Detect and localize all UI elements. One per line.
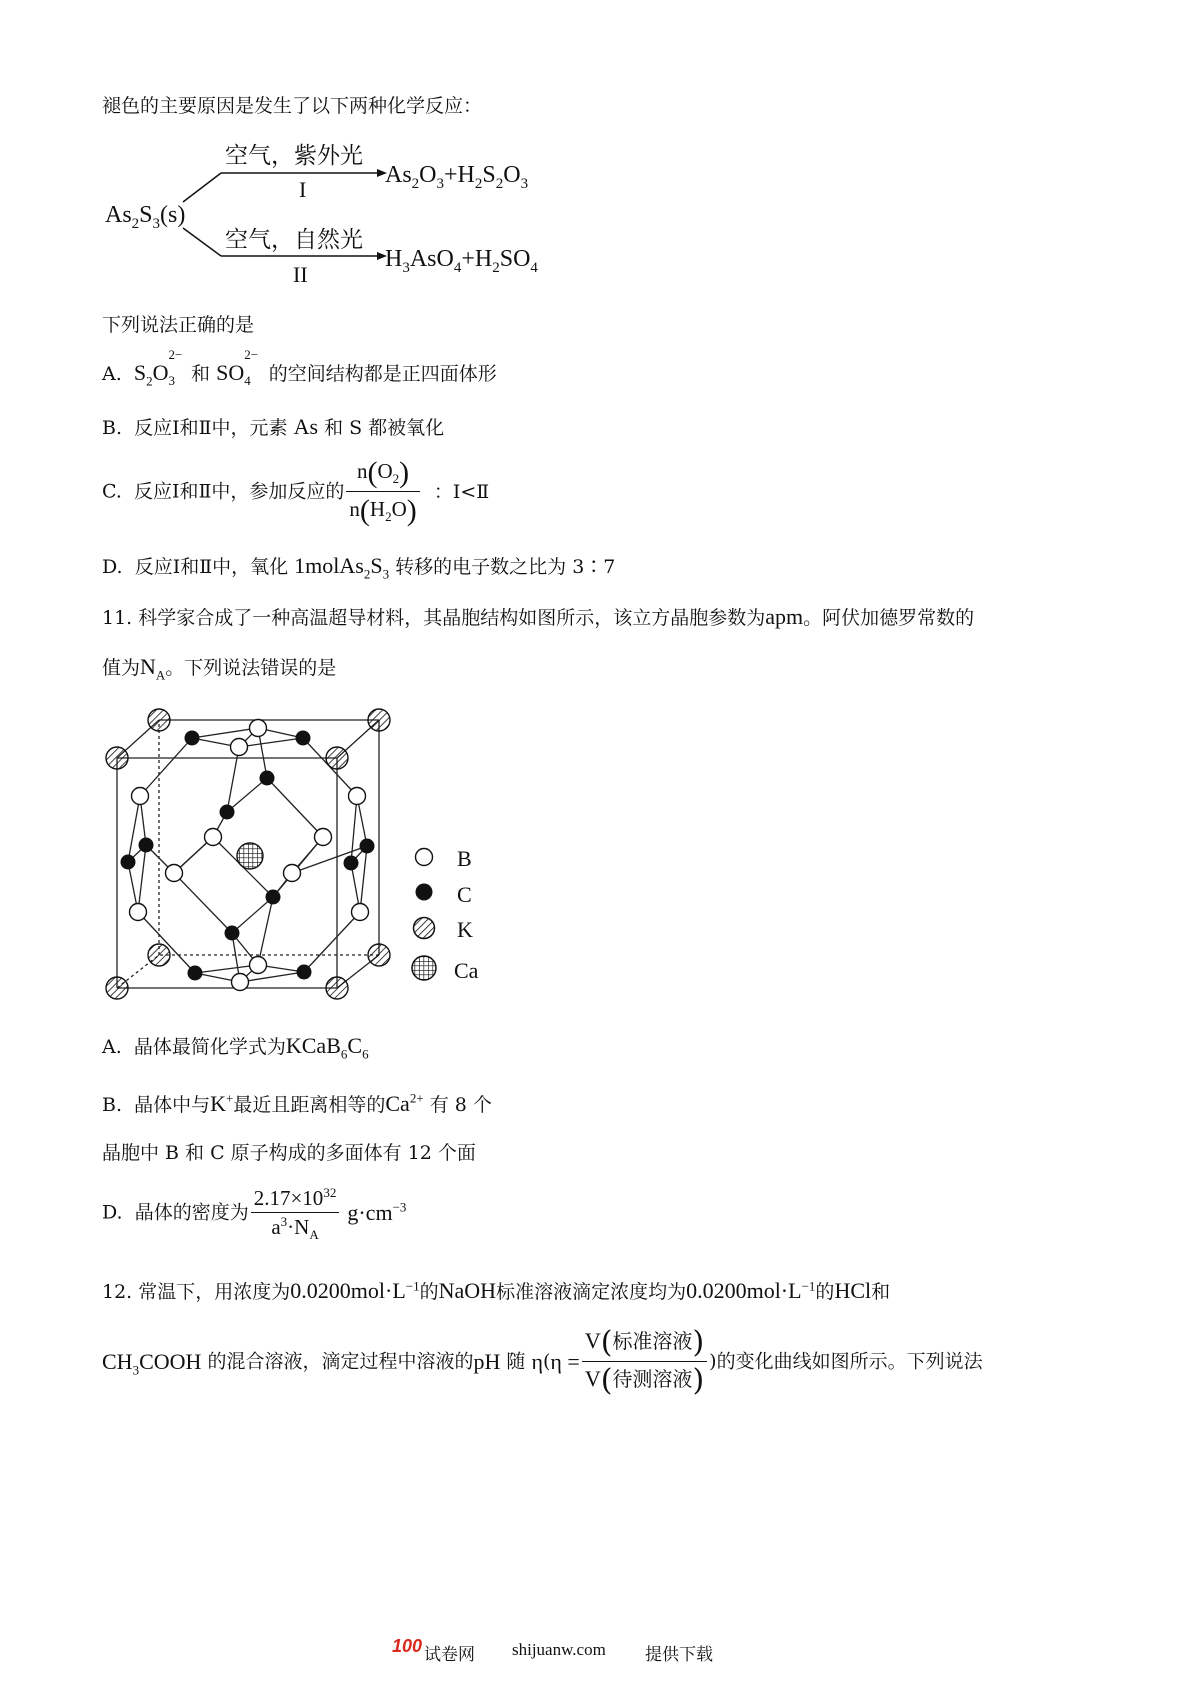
q12-stem-line1: 12. 常温下，用浓度为$0.0200mol\cdot L^{-1}$的NaOH标准溶液滴定浓度均为$0.0200mol\cdot L^{-1}$的HCl和 [102, 1278, 891, 1303]
path1-product: $As_2O_3+H_2S_2O_3$ [385, 162, 529, 192]
atom-k-8 [148, 944, 170, 966]
atom-c-6 [360, 839, 375, 854]
q11-stem-line2: 值为$N_A$。下列说法错误的是 [102, 654, 337, 683]
legend [412, 846, 479, 983]
atom-b-2 [231, 739, 248, 756]
q10-option-b: B. 反应Ⅰ和Ⅱ中，元素 As 和 S 都被氧化 [102, 414, 445, 439]
q10-stem: 下列说法正确的是 [102, 314, 255, 336]
legend-b-icon [416, 849, 433, 866]
q10-option-a: A. $S_2O$ $_{2- 3}$ 和 SO $_{2- 4}$ 的空间结构都是正四面体形 [102, 347, 497, 389]
path2-product: $H_3AsO_4+H_2SO_4$ [385, 246, 538, 276]
legend-b-label: B [457, 846, 472, 871]
atom-k-7 [368, 944, 390, 966]
legend-k-icon [414, 918, 435, 939]
atom-k-4 [106, 977, 128, 999]
crystal-structure-figure [95, 700, 515, 1010]
atom-b-6 [315, 829, 332, 846]
atom-c-1 [185, 731, 200, 746]
atom-b-8 [284, 865, 301, 882]
legend-ca-icon [412, 956, 436, 980]
atom-ca [237, 843, 263, 869]
atom-b-11 [250, 957, 267, 974]
atom-c-8 [344, 856, 359, 871]
legend-c-icon [416, 884, 433, 901]
legend-ca-label: Ca [454, 958, 479, 983]
atom-k-1 [106, 747, 128, 769]
atom-b-7 [166, 865, 183, 882]
q11-option-b: B. 晶体中与K+最近且距离相等的$Ca^{2+}$ 有 8 个 [102, 1090, 492, 1116]
atom-c-9 [266, 890, 281, 905]
atom-c-4 [220, 805, 235, 820]
q11-option-a: A. 晶体最简化学式为$KCaB_6C_6$ [102, 1033, 369, 1062]
path2-label: II [293, 262, 308, 287]
atom-b-5 [205, 829, 222, 846]
reactant: $As_2S_3(s)$ [105, 202, 186, 232]
footer-logo: 100 [392, 1636, 423, 1656]
atom-b-12 [232, 974, 249, 991]
atom-b-4 [349, 788, 366, 805]
path2-top: 空气，自然光 [225, 227, 363, 253]
q10-option-c: C. 反应Ⅰ和Ⅱ中，参加反应的 $\frac{n(O_2)}{n(H_2O)}$ ：Ⅰ<Ⅱ [102, 456, 490, 527]
density-fraction: $\frac{2.17\times 10^{32}}{a^3\cdot N_A}$ [251, 1188, 340, 1238]
legend-c-label: C [457, 882, 472, 907]
atom-c-5 [139, 838, 154, 853]
q12-stem-line2: $CH_3COOH$ 的混合溶液，滴定过程中溶液的pH 随 η(η = $\frac{\text{V(标准溶液)}}{\text{V(待测溶液)}}$ )的变化曲线如图所示。下列说法 [102, 1325, 983, 1398]
atom-c-7 [121, 855, 136, 870]
atom-c-3 [260, 771, 275, 786]
atom-c-11 [188, 966, 203, 981]
ratio-fraction: $\frac{n(O_2)}{n(H_2O)}$ [346, 458, 419, 526]
eta-fraction: $\frac{\text{V(标准溶液)}}{\text{V(待测溶液)}}$ [582, 1328, 707, 1396]
atom-k-6 [368, 709, 390, 731]
atom-k-3 [326, 977, 348, 999]
reaction-scheme [95, 135, 575, 295]
atom-b-10 [352, 904, 369, 921]
atom-c-10 [225, 926, 240, 941]
legend-k-label: K [457, 917, 473, 942]
q10-option-d: D. 反应Ⅰ和Ⅱ中，氧化 $1molAs_2S_3$ 转移的电子数之比为 3∶7 [102, 553, 616, 582]
q11-option-d: D. 晶体的密度为 $\frac{2.17\times 10^{32}}{a^3\cdot N_A}$ $g\cdot cm^{-3}$ [102, 1185, 407, 1243]
atom-b-3 [132, 788, 149, 805]
atom-b-9 [130, 904, 147, 921]
atom-k-5 [148, 709, 170, 731]
footer-site-name: 试卷网 [424, 1645, 475, 1665]
intro-text: 褪色的主要原因是发生了以下两种化学反应： [102, 95, 483, 117]
q11-stem-line1: 11. 科学家合成了一种高温超导材料，其晶胞结构如图所示，该立方晶胞参数为apm。阿伏加德罗常数的 [102, 604, 975, 629]
footer-domain[interactable]: shijuanw.com [512, 1640, 606, 1659]
path1-top: 空气，紫外光 [225, 143, 363, 169]
footer-note: 提供下载 [645, 1645, 713, 1665]
atom-b-1 [250, 720, 267, 737]
atom-c-2 [296, 731, 311, 746]
path1-label: I [299, 177, 307, 202]
q11-option-c: 晶胞中 B 和 C 原子构成的多面体有 12 个面 [102, 1142, 476, 1164]
atom-k-2 [326, 747, 348, 769]
atom-c-12 [297, 965, 312, 980]
